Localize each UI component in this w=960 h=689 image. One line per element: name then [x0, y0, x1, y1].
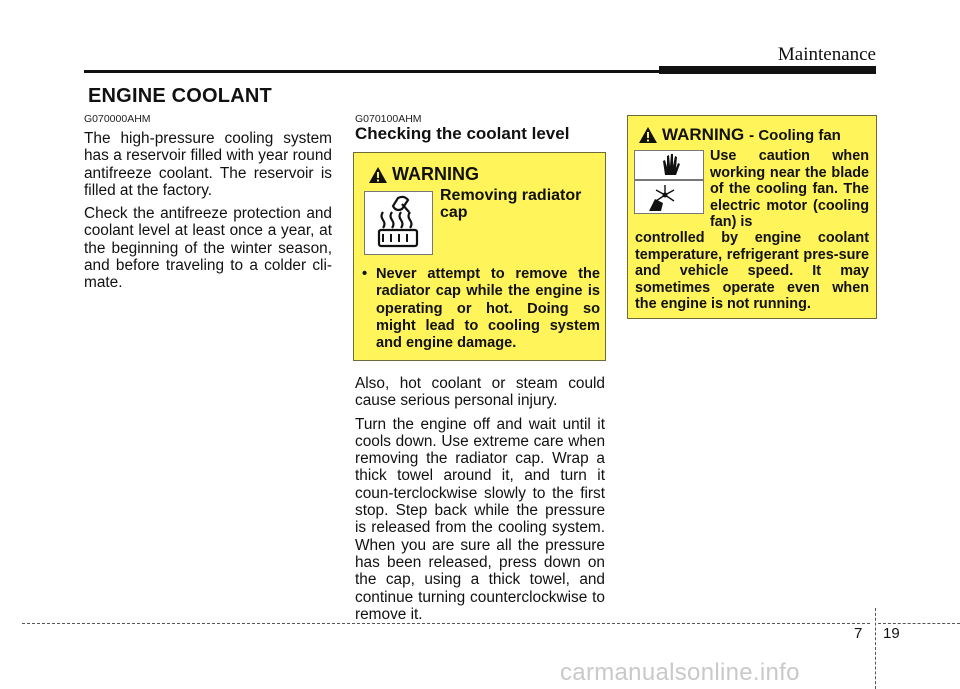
warning-triangle-icon	[368, 166, 388, 184]
radiator-cap-hot-icon	[364, 191, 433, 255]
section-heading: Checking the coolant level	[355, 124, 570, 143]
warning-triangle-icon	[638, 126, 658, 144]
warning-box-radiator-cap	[353, 152, 606, 361]
warning-bullet	[362, 266, 600, 352]
middle-paragraph-1: Also, hot coolant or steam could cause serious personal injury.	[355, 375, 605, 410]
page-number: 19	[883, 625, 900, 642]
warning-label: WARNING	[662, 125, 745, 144]
chapter-number: 7	[854, 625, 863, 642]
watermark: carmanualsonline.info	[560, 659, 800, 686]
warning-text-bottom: controlled by engine coolant temperature, refrigerant pres-sure and vehicle speed. It may sometimes operate even when the engine is not running.	[635, 230, 869, 313]
left-reference-code: G070000AHM	[84, 113, 151, 125]
left-paragraph-1: The high-pressure cooling system has a reservoir filled with year round antifreeze coolant. The reservoir is filled at the factory.	[84, 130, 332, 199]
middle-reference-code: G070100AHM	[355, 113, 422, 125]
middle-column-body	[355, 375, 605, 629]
page-title: ENGINE COOLANT	[88, 85, 272, 107]
header-bar	[659, 66, 876, 74]
warning-subtitle: - Cooling fan	[749, 126, 841, 144]
footer-divider	[875, 608, 876, 689]
footer-rule	[22, 623, 870, 624]
fan-hazard-icon	[634, 180, 704, 214]
bullet-dot: •	[362, 266, 368, 282]
header-rule	[84, 70, 659, 73]
footer-rule-right	[878, 623, 960, 624]
warning-bullet-text: Never attempt to remove the radiator cap while the engine is operating or hot. Doing so might lead to cooling system and engine damage.	[376, 266, 600, 352]
left-paragraph-2: Check the antifreeze protection and coolant level at least once a year, at the beginning of the winter season, and before traveling to a colder cli-mate.	[84, 205, 332, 292]
warning-header	[368, 164, 479, 185]
middle-paragraph-2: Turn the engine off and wait until it cools down. Use extreme care when removing the radiator cap. Wrap a thick towel around it, and turn it coun-terclockwise slowly to the first stop. Step back while the pressure is released from the cooling system. When you are sure all the pressure has been released, press down on the cap, using a thick towel, and continue turning counterclockwise to remove it.	[355, 415, 605, 623]
hand-stop-icon	[634, 150, 704, 180]
warning-header	[638, 125, 841, 145]
warning-label: WARNING	[392, 164, 479, 184]
warning-box-cooling-fan	[627, 115, 877, 319]
warning-text-top: Use caution when working near the blade of the cooling fan. The electric motor (cooling fan) is	[710, 148, 869, 231]
left-column	[84, 130, 332, 298]
warning-subtitle: Removing radiator cap	[440, 187, 582, 221]
header-section-title: Maintenance	[777, 44, 876, 65]
